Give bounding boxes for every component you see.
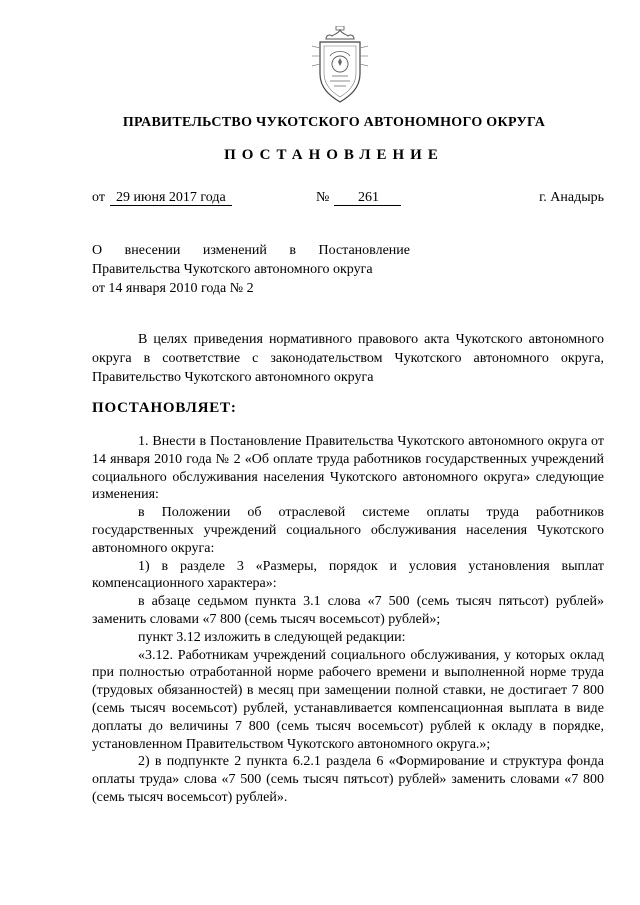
resolution-body — [92, 433, 604, 807]
preamble-text: В целях приведения нормативного правового акта Чукотского автономного округа в соответствие с законодательством Чукотского автономного округа, Правительство Чукотского автономного округа — [92, 332, 604, 385]
paragraph: «3.12. Работникам учреждений социального обслуживания, у которых оклад при полностью отработанной норме рабочего времени и выполненной норме труда (трудовых обязанностей) в месяц при замещении полной ставки, не достигает 7 800 (семь тысяч восемьсот) рублей, устанавливается компенсационная выплата в виде доплаты до величины 7 800 (семь тысяч восемьсот) рублей к окладу в порядке, установленном Правительством Чукотского автономного округа.»; — [92, 647, 604, 752]
document-date: 29 июня 2017 года — [110, 190, 232, 206]
paragraph: 2) в подпункте 2 пункта 6.2.1 раздела 6 «Формирование и структура фонда оплаты труда» слова «7 500 (семь тысяч пятьсот) рублей» заменить словами «7 800 (семь тысяч восемьсот) рублей». — [92, 754, 604, 805]
paragraph: пункт 3.12 изложить в следующей редакции: — [138, 629, 406, 645]
city: г. Анадырь — [539, 190, 604, 205]
document-number: 261 — [334, 190, 401, 206]
resolves-heading: ПОСТАНОВЛЯЕТ: — [92, 400, 237, 416]
paragraph: 1. Внести в Постановление Правительства Чукотского автономного округа от 14 января 2010 года № 2 «Об оплате труда работников государственных учреждений социального обслуживания населения Чукотского автономного округа» следующие изменения: — [92, 434, 604, 503]
preamble — [92, 330, 604, 387]
paragraph: в Положении об отраслевой системе оплаты труда работников государственных учреждений социального обслуживания населения Чукотского автономного округа: — [92, 505, 604, 556]
coat-of-arms-emblem — [308, 26, 372, 106]
subject-line: от 14 января 2010 года № 2 — [92, 281, 254, 296]
from-label: от — [92, 190, 105, 205]
document-type-heading: ПОСТАНОВЛЕНИЕ — [224, 147, 444, 163]
date-number-line — [92, 190, 604, 210]
subject-line: О внесении изменений в Постановление — [92, 243, 410, 258]
document-subject — [92, 241, 410, 298]
number-label: № — [316, 190, 330, 205]
paragraph: в абзаце седьмом пункта 3.1 слова «7 500 (семь тысяч пятьсот) рублей» заменить словами «7 800 (семь тысяч восемьсот) рублей»; — [92, 594, 604, 627]
paragraph: 1) в разделе 3 «Размеры, порядок и условия установления выплат компенсационного характера»: — [92, 558, 604, 592]
subject-line: Правительства Чукотского автономного округа — [92, 262, 373, 277]
government-title: ПРАВИТЕЛЬСТВО ЧУКОТСКОГО АВТОНОМНОГО ОКРУГА — [122, 115, 546, 130]
